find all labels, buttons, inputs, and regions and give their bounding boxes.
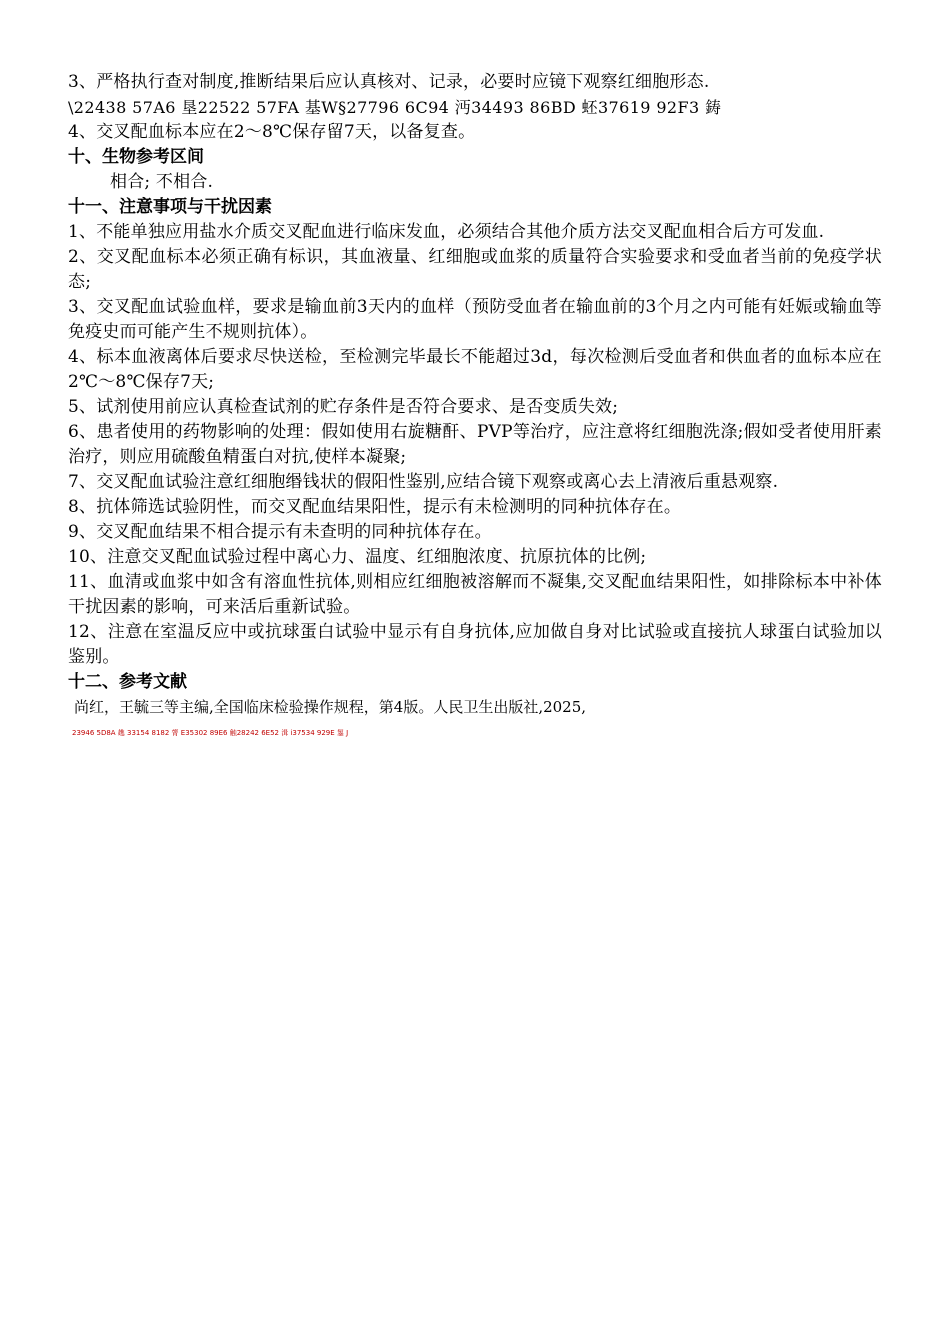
section-10-heading: 十、生物参考区间 [68, 147, 204, 167]
garbled-code-line: \22438 57A6 垦22522 57FA 基W§27796 6C94 沔34493 86BD 蚽37619 92F3 鋳 [68, 98, 722, 117]
list-item: 5、试剂使用前应认真检查试剂的贮存条件是否符合要求、是否变质失效; [68, 397, 619, 417]
list-item: 2、交叉配血标本必须正确有标识，其血液量、红细胞或血浆的质量符合实验要求和受血者当前的免疫学状态; [68, 247, 882, 292]
list-item: 12、注意在室温反应中或抗球蛋白试验中显示有自身抗体,应加做自身对比试验或直接抗人球蛋白试验加以鉴别。 [68, 622, 882, 667]
section-11-heading: 十一、注意事项与干扰因素 [68, 197, 272, 217]
list-item: 3、交叉配血试验血样，要求是输血前3天内的血样（预防受血者在输血前的3个月之内可能有妊娠或输血等免疫史而可能产生不规则抗体）。 [68, 297, 882, 342]
list-item: 10、注意交叉配血试验过程中离心力、温度、红细胞浓度、抗原抗体的比例; [68, 547, 647, 567]
document-page [68, 70, 882, 739]
section-11-list [68, 220, 882, 670]
section-12-heading: 十二、参考文献 [68, 672, 187, 692]
list-item: 9、交叉配血结果不相合提示有未查明的同种抗体存在。 [68, 522, 492, 542]
item-3-check-system: 3、严格执行查对制度,推断结果后应认真核对、记录，必要时应镜下观察红细胞形态. [68, 72, 710, 92]
list-item: 7、交叉配血试验注意红细胞缗钱状的假阳性鉴别,应结合镜下观察或离心去上清液后重悬观察. [68, 472, 779, 492]
section-10-content: 相合; 不相合. [110, 172, 214, 192]
list-item: 4、标本血液离体后要求尽快送检，至检测完毕最长不能超过3d，每次检测后受血者和供血者的血标本应在2℃～8℃保存7天; [68, 347, 882, 392]
list-item: 6、患者使用的药物影响的处理：假如使用右旋糖酐、PVP等治疗，应注意将红细胞洗涤;假如受者使用肝素治疗，则应用硫酸鱼精蛋白对抗,使样本凝聚; [68, 422, 882, 467]
list-item: 1、不能单独应用盐水介质交叉配血进行临床发血，必须结合其他介质方法交叉配血相合后方可发血. [68, 222, 825, 242]
list-item: 8、抗体筛选试验阴性，而交叉配血结果阳性，提示有未检测明的同种抗体存在。 [68, 497, 682, 517]
list-item: 11、血清或血浆中如含有溶血性抗体,则相应红细胞被溶解而不凝集,交叉配血结果阳性，如排除标本中补体干扰因素的影响，可来活后重新试验。 [68, 572, 882, 617]
red-footnote-codes: 23946 5D8A 趭 33154 8182 膂 E35302 89E6 触28242 6E52 湒 i37534 929E 銞 J [72, 729, 349, 737]
item-4-specimen-storage: 4、交叉配血标本应在2～8℃保存留7天，以备复查。 [68, 122, 476, 142]
reference-entry: 尚红，王毓三等主编,全国临床检验操作规程，第4版。人民卫生出版社,2025, [74, 698, 587, 716]
